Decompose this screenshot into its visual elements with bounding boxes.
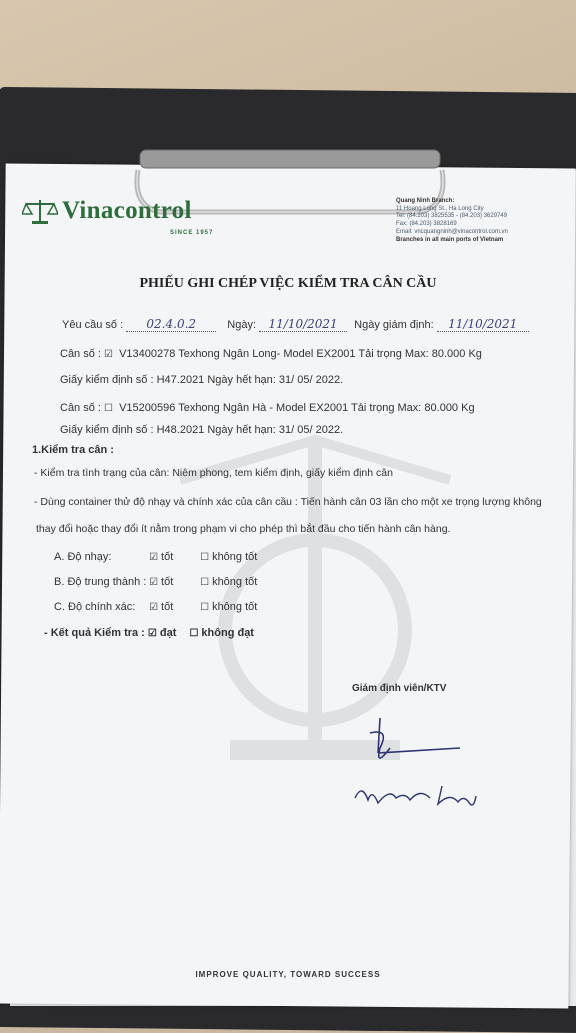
request-number: 02.4.0.2 — [126, 317, 216, 332]
branch-line: Quang Ninh Branch: — [396, 198, 455, 204]
scale-2-line — [60, 402, 475, 414]
checkbox-icon: ☐ — [104, 403, 113, 414]
scale-description: V13400278 Texhong Ngân Long- Model EX2001 Tải trọng Max: 80.000 Kg — [119, 348, 482, 360]
check-label: A. Độ nhạy: — [54, 551, 112, 563]
checkbox-icon: ☐ — [189, 628, 199, 639]
checkbox-icon: ☐ — [200, 602, 210, 613]
branch-line: 11 Hoang Long St., Ha Long City — [396, 205, 484, 212]
request-line — [62, 317, 529, 332]
check-row-accuracy — [54, 601, 257, 613]
check-row-fidelity — [54, 576, 257, 588]
checkbox-icon: ☑ — [149, 602, 159, 613]
checkbox-icon: ☐ — [200, 577, 210, 588]
checkbox-icon: ☐ — [200, 552, 210, 563]
scales-logo-icon — [22, 196, 58, 226]
check-label: C. Độ chính xác: — [54, 601, 136, 613]
inspection-date-label: Ngày giám định: — [354, 319, 434, 331]
inspection-date-value: 11/10/2021 — [437, 317, 529, 332]
check-bad: không tốt — [212, 601, 258, 613]
handwritten-signature — [350, 708, 490, 818]
check-row-sensitivity — [54, 551, 257, 563]
check-good: tốt — [161, 551, 174, 563]
request-label: Yêu cầu số : — [62, 319, 124, 331]
scale-2-cert: Giấy kiểm định số : H48.2021 Ngày hết hạn: 31/ 05/ 2022. — [60, 424, 344, 436]
checkbox-icon: ☑ — [147, 628, 157, 639]
scale-1-cert: Giấy kiểm định số : H47.2021 Ngày hết hạn: 31/ 05/ 2022. — [60, 374, 344, 386]
branch-line: Fax: (84.203) 3828169 — [396, 221, 457, 228]
signer-title: Giám định viên/KTV — [352, 683, 447, 694]
check-bad: không tốt — [212, 551, 258, 563]
checkbox-icon: ☑ — [149, 577, 159, 588]
scale-label: Cân số : — [60, 348, 101, 360]
scale-description: V15200596 Texhong Ngân Hà - Model EX2001 Tải trọng Max: 80.000 Kg — [119, 402, 475, 414]
result-fail: không đạt — [201, 627, 254, 639]
date-label: Ngày: — [227, 319, 257, 331]
logo-since: SINCE 1957 — [170, 230, 214, 236]
branch-info — [396, 198, 508, 244]
check-label: B. Độ trung thành : — [54, 576, 147, 588]
scale-1-line — [60, 348, 482, 360]
branch-line: Branches in all main ports of Vietnam — [396, 236, 504, 243]
result-label: - Kết quả Kiểm tra : — [44, 627, 145, 639]
checkbox-icon: ☑ — [149, 552, 159, 563]
date-value: 11/10/2021 — [259, 317, 347, 332]
check-good: tốt — [161, 576, 174, 588]
scale-label: Cân số : — [60, 402, 101, 414]
logo-text: Vinacontrol — [62, 197, 192, 224]
result-row — [44, 627, 254, 639]
document-title: PHIẾU GHI CHÉP VIỆC KIỂM TRA CÂN CẦU — [139, 276, 437, 291]
section-line: thay đổi hoặc thay đổi ít nằm trong phạm vi cho phép thì bắt đầu cho tiến hành cân hàng. — [36, 523, 451, 535]
check-good: tốt — [161, 601, 174, 613]
branch-line: Email: vncquangninh@vinacontrol.com.vn — [396, 228, 508, 235]
section-line: - Dùng container thử độ nhạy và chính xác của cân cầu : Tiến hành cân 03 lần cho một xe trọng lượng không — [34, 496, 542, 508]
vinacontrol-logo — [22, 196, 192, 226]
branch-line: Tel: (84.203) 3825535 - (84.203) 3629749 — [396, 213, 508, 220]
check-bad: không tốt — [212, 576, 258, 588]
section-heading: 1.Kiểm tra cân : — [32, 444, 114, 456]
footer-slogan: IMPROVE QUALITY, TOWARD SUCCESS — [195, 970, 381, 979]
checkbox-icon: ☑ — [104, 349, 113, 360]
result-pass: đạt — [159, 627, 177, 639]
section-line: - Kiểm tra tình trạng của cân: Niêm phong, tem kiểm định, giấy kiểm định cân — [34, 467, 393, 479]
